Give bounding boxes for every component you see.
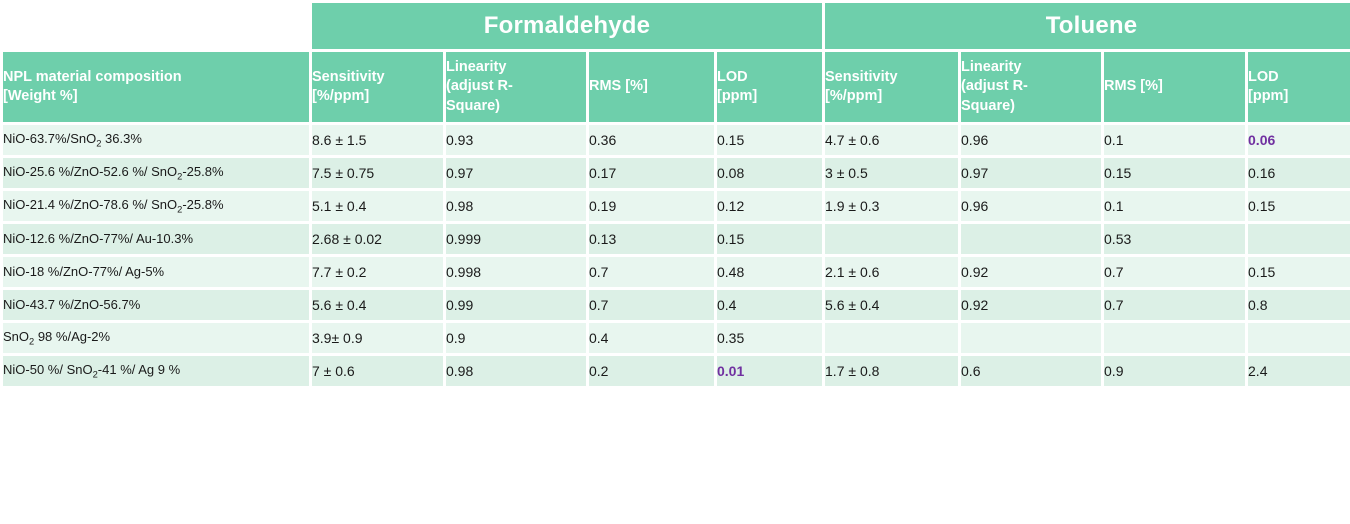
cell-value: 4.7 ± 0.6	[825, 125, 958, 155]
table-row	[3, 224, 1350, 254]
column-header-toluene-rms: RMS [%]	[1104, 52, 1245, 122]
cell-value: 2.68 ± 0.02	[312, 224, 443, 254]
cell-value: 0.36	[589, 125, 714, 155]
cell-value: 0.96	[961, 191, 1101, 221]
cell-value: 0.17	[589, 158, 714, 188]
cell-material-composition: NiO-18 %/ZnO-77%/ Ag-5%	[3, 257, 309, 287]
cell-value: 0.998	[446, 257, 586, 287]
column-header-row	[3, 52, 1350, 122]
cell-value: 7 ± 0.6	[312, 356, 443, 386]
cell-value	[1248, 125, 1350, 155]
table-header	[3, 3, 1350, 122]
table-row	[3, 290, 1350, 320]
cell-value: 0.7	[1104, 257, 1245, 287]
cell-value	[1104, 323, 1245, 353]
cell-value: 0.9	[1104, 356, 1245, 386]
column-header-toluene-linearity: Linearity (adjust R- Square)	[961, 52, 1101, 122]
cell-value: 0.15	[1248, 257, 1350, 287]
cell-value	[1248, 224, 1350, 254]
cell-value: 0.1	[1104, 125, 1245, 155]
cell-value: 0.15	[1248, 191, 1350, 221]
cell-value: 0.4	[717, 290, 822, 320]
cell-material-composition: NiO-21.4 %/ZnO-78.6 %/ SnO$_2$-25.8%	[3, 191, 309, 221]
table-body	[3, 125, 1350, 386]
cell-value: 2.1 ± 0.6	[825, 257, 958, 287]
cell-material-composition: NiO-43.7 %/ZnO-56.7%	[3, 290, 309, 320]
cell-value	[825, 224, 958, 254]
cell-value: 5.1 ± 0.4	[312, 191, 443, 221]
cell-value: 0.99	[446, 290, 586, 320]
cell-value: 0.98	[446, 191, 586, 221]
cell-value: 5.6 ± 0.4	[312, 290, 443, 320]
cell-material-composition: NiO-25.6 %/ZnO-52.6 %/ SnO$_2$-25.8%	[3, 158, 309, 188]
table-row	[3, 323, 1350, 353]
cell-value	[717, 356, 822, 386]
table-row	[3, 356, 1350, 386]
cell-value: 0.93	[446, 125, 586, 155]
cell-material-composition: NiO-50 %/ SnO$_2$-41 %/ Ag 9 %	[3, 356, 309, 386]
cell-value: 0.98	[446, 356, 586, 386]
cell-value: 0.15	[717, 224, 822, 254]
cell-value: 0.999	[446, 224, 586, 254]
highlighted-value: 0.06	[1248, 131, 1276, 148]
table-row	[3, 158, 1350, 188]
cell-value: 0.92	[961, 257, 1101, 287]
cell-value	[825, 323, 958, 353]
cell-value: 0.53	[1104, 224, 1245, 254]
cell-value: 8.6 ± 1.5	[312, 125, 443, 155]
column-header-ch2o-lod: LOD [ppm]	[717, 52, 822, 122]
cell-value: 0.35	[717, 323, 822, 353]
cell-value: 0.08	[717, 158, 822, 188]
group-header-empty	[3, 3, 309, 49]
cell-value: 5.6 ± 0.4	[825, 290, 958, 320]
cell-value: 0.7	[1104, 290, 1245, 320]
cell-value	[961, 224, 1101, 254]
cell-value: 0.4	[589, 323, 714, 353]
group-header-formaldehyde: Formaldehyde	[312, 3, 822, 49]
cell-value: 0.2	[589, 356, 714, 386]
cell-value: 0.16	[1248, 158, 1350, 188]
cell-value: 2.4	[1248, 356, 1350, 386]
cell-value: 3.9± 0.9	[312, 323, 443, 353]
highlighted-value: 0.01	[717, 362, 745, 379]
cell-value: 0.97	[961, 158, 1101, 188]
cell-value	[961, 323, 1101, 353]
cell-value: 0.7	[589, 257, 714, 287]
table-row	[3, 191, 1350, 221]
cell-value: 0.97	[446, 158, 586, 188]
cell-value	[1248, 323, 1350, 353]
cell-value: 3 ± 0.5	[825, 158, 958, 188]
cell-value: 0.96	[961, 125, 1101, 155]
cell-value: 0.8	[1248, 290, 1350, 320]
column-header-material: NPL material composition [Weight %]	[3, 52, 309, 122]
cell-material-composition: NiO-63.7%/SnO$_2$ 36.3%	[3, 125, 309, 155]
cell-value: 0.6	[961, 356, 1101, 386]
cell-material-composition: NiO-12.6 %/ZnO-77%/ Au-10.3%	[3, 224, 309, 254]
cell-value: 0.15	[717, 125, 822, 155]
column-header-ch2o-sensitivity: Sensitivity [%/ppm]	[312, 52, 443, 122]
column-header-toluene-lod: LOD [ppm]	[1248, 52, 1350, 122]
cell-value: 7.5 ± 0.75	[312, 158, 443, 188]
table-row	[3, 125, 1350, 155]
column-header-ch2o-linearity: Linearity (adjust R- Square)	[446, 52, 586, 122]
cell-value: 0.15	[1104, 158, 1245, 188]
cell-value: 0.19	[589, 191, 714, 221]
cell-value: 1.7 ± 0.8	[825, 356, 958, 386]
cell-value: 0.92	[961, 290, 1101, 320]
cell-value: 0.9	[446, 323, 586, 353]
cell-value: 1.9 ± 0.3	[825, 191, 958, 221]
cell-material-composition: SnO$_2$ 98 %/Ag-2%	[3, 323, 309, 353]
cell-value: 0.7	[589, 290, 714, 320]
group-header-toluene: Toluene	[825, 3, 1350, 49]
cell-value: 0.1	[1104, 191, 1245, 221]
cell-value: 0.13	[589, 224, 714, 254]
cell-value: 0.12	[717, 191, 822, 221]
column-header-ch2o-rms: RMS [%]	[589, 52, 714, 122]
table-row	[3, 257, 1350, 287]
cell-value: 7.7 ± 0.2	[312, 257, 443, 287]
cell-value: 0.48	[717, 257, 822, 287]
group-header-row	[3, 3, 1350, 49]
column-header-toluene-sensitivity: Sensitivity [%/ppm]	[825, 52, 958, 122]
